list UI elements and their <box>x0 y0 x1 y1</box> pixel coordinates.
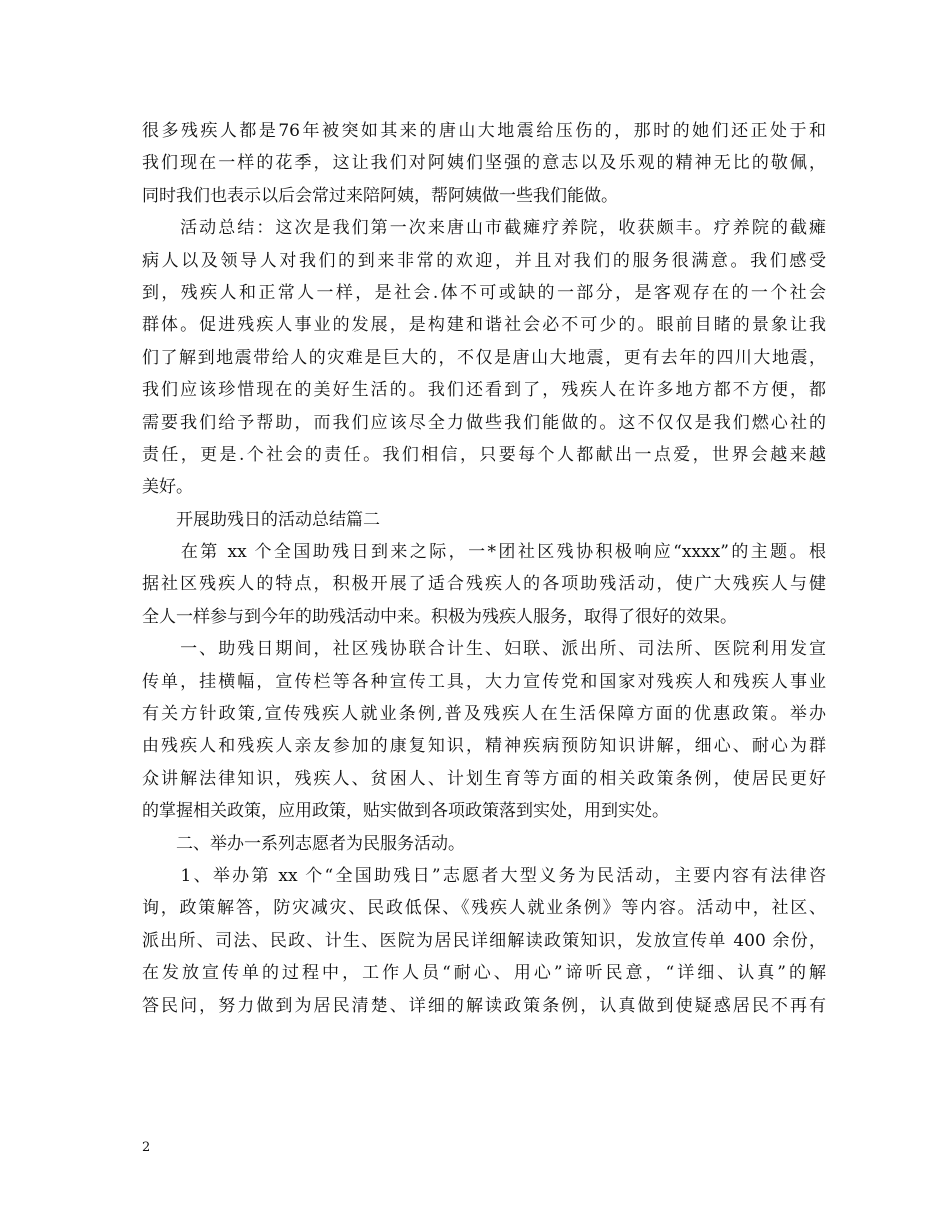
text-line: 众讲解法律知识，残疾人、贫困人、计划生育等方面的相关政策条例，使居民更好 <box>142 768 826 789</box>
text-line: 到，残疾人和正常人一样，是社会.体不可或缺的一部分，是客观存在的一个社会 <box>142 282 826 303</box>
text-line: 据社区残疾人的特点，积极开展了适合残疾人的各项助残活动，使广大残疾人与健 <box>142 574 826 595</box>
text-line: 派出所、司法、民政、计生、医院为居民详细解读政策知识，发放宣传单 400 余份， <box>142 930 826 951</box>
text-line: 我们现在一样的花季，这让我们对阿姨们坚强的意志以及乐观的精神无比的敬佩， <box>142 153 826 174</box>
text-line: 一、助残日期间，社区残协联合计生、妇联、派出所、司法所、医院利用发宣 <box>142 639 826 660</box>
text-line: 活动总结：这次是我们第一次来唐山市截瘫疗养院，收获颇丰。疗养院的截瘫 <box>142 218 826 239</box>
text-line: 传单，挂横幅，宣传栏等各种宣传工具，大力宣传党和国家对残疾人和残疾人事业 <box>142 671 826 692</box>
text-line: 二、举办一系列志愿者为民服务活动。 <box>142 833 465 854</box>
text-line: 1、举办第 xx 个“全国助残日”志愿者大型义务为民活动，主要内容有法律咨 <box>142 865 826 886</box>
text-line: 全人一样参与到今年的助残活动中来。积极为残疾人服务，取得了很好的效果。 <box>142 606 737 627</box>
text-line: 需要我们给予帮助，而我们应该尽全力做些我们能做的。这不仅仅是我们燃心社的 <box>142 412 826 433</box>
document-body <box>142 115 826 1022</box>
text-line: 我们应该珍惜现在的美好生活的。我们还看到了，残疾人在许多地方都不方便，都 <box>142 380 826 401</box>
text-line: 询，政策解答，防灾减灾、民政低保、《残疾人就业条例》等内容。活动中，社区、 <box>142 898 826 919</box>
page-number: 2 <box>142 1140 151 1155</box>
text-line: 很多残疾人都是76年被突如其来的唐山大地震给压伤的，那时的她们还正处于和 <box>142 121 826 141</box>
text-line: 美好。 <box>142 477 193 498</box>
text-line: 由残疾人和残疾人亲友参加的康复知识，精神疾病预防知识讲解，细心、耐心为群 <box>142 736 826 757</box>
text-line: 群体。促进残疾人事业的发展，是构建和谐社会必不可少的。眼前目睹的景象让我 <box>142 315 826 336</box>
text-line: 在发放宣传单的过程中，工作人员“耐心、用心”谛听民意，“详细、认真”的解 <box>142 963 826 984</box>
text-line: 在第 xx 个全国助残日到来之际，一*团社区残协积极响应“xxxx”的主题。根 <box>142 542 826 563</box>
text-line: 们了解到地震带给人的灾难是巨大的，不仅是唐山大地震，更有去年的四川大地震， <box>142 347 826 368</box>
text-line: 同时我们也表示以后会常过来陪阿姨，帮阿姨做一些我们能做。 <box>142 185 618 206</box>
text-line: 答民问，努力做到为居民清楚、详细的解读政策条例，认真做到使疑惑居民不再有 <box>142 995 826 1016</box>
text-line: 责任，更是.个社会的责任。我们相信，只要每个人都献出一点爱，世界会越来越 <box>142 444 826 465</box>
section-heading: 开展助残日的活动总结篇二 <box>142 509 380 530</box>
text-line: 的掌握相关政策，应用政策，贴实做到各项政策落到实处，用到实处。 <box>142 801 669 822</box>
text-line: 病人以及领导人对我们的到来非常的欢迎，并且对我们的服务很满意。我们感受 <box>142 250 826 271</box>
text-line: 有关方针政策,宣传残疾人就业条例,普及残疾人在生活保障方面的优惠政策。举办 <box>142 704 826 725</box>
